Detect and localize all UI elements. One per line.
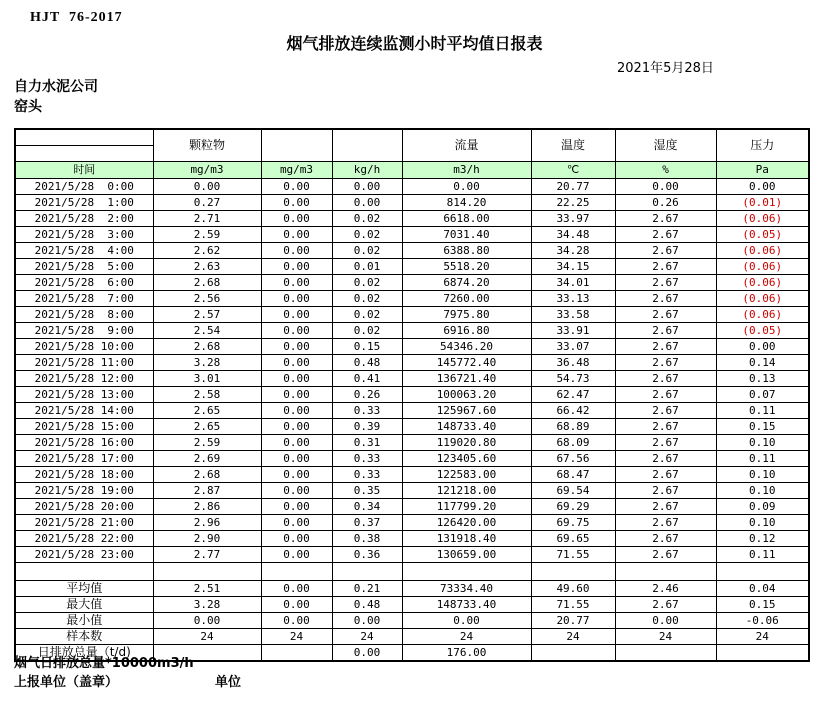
value-cell: 2.56 — [153, 291, 261, 307]
empty-cell — [615, 563, 716, 581]
table-row — [15, 515, 809, 531]
value-cell: 0.33 — [332, 451, 402, 467]
table-row — [15, 307, 809, 323]
value-cell: 0.11 — [716, 547, 809, 563]
value-cell: 5518.20 — [402, 259, 531, 275]
value-cell: 69.75 — [531, 515, 615, 531]
value-cell: 0.48 — [332, 597, 402, 613]
table-row — [15, 323, 809, 339]
value-cell: 2.67 — [615, 243, 716, 259]
value-cell: 0.00 — [261, 435, 332, 451]
value-cell: 0.15 — [716, 419, 809, 435]
summary-row — [15, 581, 809, 597]
value-cell: 0.00 — [332, 613, 402, 629]
value-cell: 2.69 — [153, 451, 261, 467]
value-cell: 2.65 — [153, 403, 261, 419]
table-row — [15, 499, 809, 515]
value-cell: 2.87 — [153, 483, 261, 499]
summary-label-cell: 最大值 — [15, 597, 153, 613]
value-cell: (0.06) — [716, 307, 809, 323]
value-cell: 20.77 — [531, 613, 615, 629]
value-cell: 2.67 — [615, 597, 716, 613]
value-cell: 68.89 — [531, 419, 615, 435]
value-cell: 0.00 — [402, 179, 531, 195]
value-cell: 3.28 — [153, 355, 261, 371]
empty-cell — [531, 563, 615, 581]
table-row — [15, 291, 809, 307]
value-cell: 148733.40 — [402, 419, 531, 435]
time-cell: 2021/5/28 3:00 — [15, 227, 153, 243]
value-cell: 0.38 — [332, 531, 402, 547]
value-cell — [261, 645, 332, 662]
value-cell: 34.01 — [531, 275, 615, 291]
table-row — [15, 275, 809, 291]
value-cell: 2.67 — [615, 531, 716, 547]
time-cell: 2021/5/28 15:00 — [15, 419, 153, 435]
value-cell: 62.47 — [531, 387, 615, 403]
time-cell: 2021/5/28 1:00 — [15, 195, 153, 211]
monitoring-report-table — [14, 128, 810, 662]
value-cell: 0.00 — [153, 179, 261, 195]
value-cell — [615, 645, 716, 662]
value-cell: 0.10 — [716, 515, 809, 531]
value-cell: 2.77 — [153, 547, 261, 563]
value-cell: 0.10 — [716, 483, 809, 499]
summary-row — [15, 629, 809, 645]
summary-label-cell: 最小值 — [15, 613, 153, 629]
value-cell: 2.51 — [153, 581, 261, 597]
value-cell: (0.06) — [716, 243, 809, 259]
value-cell: 0.34 — [332, 499, 402, 515]
col-header-blank-1 — [261, 129, 332, 162]
value-cell: 67.56 — [531, 451, 615, 467]
standard-number: HJT 76-2017 — [30, 10, 123, 25]
value-cell: 0.14 — [716, 355, 809, 371]
value-cell: 0.02 — [332, 307, 402, 323]
time-cell: 2021/5/28 19:00 — [15, 483, 153, 499]
value-cell: 2.96 — [153, 515, 261, 531]
col-header-temperature: 温度 — [531, 129, 615, 162]
value-cell: 0.39 — [332, 419, 402, 435]
value-cell: 34.48 — [531, 227, 615, 243]
value-cell: 0.41 — [332, 371, 402, 387]
value-cell: 0.02 — [332, 227, 402, 243]
unit-percent: % — [615, 162, 716, 179]
table-row — [15, 387, 809, 403]
value-cell: 0.00 — [261, 547, 332, 563]
value-cell: 119020.80 — [402, 435, 531, 451]
unit-header-row — [15, 162, 809, 179]
value-cell: 69.65 — [531, 531, 615, 547]
summary-row — [15, 597, 809, 613]
value-cell: 69.29 — [531, 499, 615, 515]
value-cell: 54346.20 — [402, 339, 531, 355]
page-title: 烟气排放连续监测小时平均值日报表 — [286, 34, 543, 53]
table-row — [15, 451, 809, 467]
unit-m3h: m3/h — [402, 162, 531, 179]
value-cell: 2.67 — [615, 211, 716, 227]
value-cell: 0.00 — [261, 371, 332, 387]
value-cell: 2.63 — [153, 259, 261, 275]
value-cell: 6916.80 — [402, 323, 531, 339]
value-cell: 0.10 — [716, 467, 809, 483]
value-cell — [716, 645, 809, 662]
value-cell: 0.00 — [261, 355, 332, 371]
value-cell: 69.54 — [531, 483, 615, 499]
table-row — [15, 403, 809, 419]
value-cell: 126420.00 — [402, 515, 531, 531]
value-cell: 2.59 — [153, 435, 261, 451]
value-cell: 117799.20 — [402, 499, 531, 515]
value-cell: 0.04 — [716, 581, 809, 597]
time-cell: 2021/5/28 4:00 — [15, 243, 153, 259]
value-cell: 0.12 — [716, 531, 809, 547]
value-cell: 0.33 — [332, 467, 402, 483]
table-row — [15, 243, 809, 259]
table-row — [15, 195, 809, 211]
value-cell: 2.71 — [153, 211, 261, 227]
value-cell: 0.26 — [332, 387, 402, 403]
time-cell: 2021/5/28 2:00 — [15, 211, 153, 227]
value-cell: 0.00 — [615, 613, 716, 629]
value-cell: 71.55 — [531, 597, 615, 613]
value-cell: 6618.00 — [402, 211, 531, 227]
value-cell: (0.06) — [716, 291, 809, 307]
header-corner-top-cell — [15, 129, 153, 146]
value-cell: 24 — [615, 629, 716, 645]
time-cell: 2021/5/28 8:00 — [15, 307, 153, 323]
value-cell: 33.91 — [531, 323, 615, 339]
value-cell: 2.67 — [615, 435, 716, 451]
value-cell: 123405.60 — [402, 451, 531, 467]
value-cell: 2.67 — [615, 419, 716, 435]
value-cell: 34.28 — [531, 243, 615, 259]
table-row — [15, 371, 809, 387]
value-cell: 73334.40 — [402, 581, 531, 597]
value-cell: 0.00 — [261, 613, 332, 629]
value-cell: (0.05) — [716, 227, 809, 243]
value-cell: 36.48 — [531, 355, 615, 371]
value-cell: 2.67 — [615, 259, 716, 275]
value-cell: 0.00 — [332, 645, 402, 662]
time-cell: 2021/5/28 22:00 — [15, 531, 153, 547]
value-cell: 0.00 — [261, 451, 332, 467]
value-cell: 0.00 — [261, 499, 332, 515]
value-cell: 0.00 — [261, 339, 332, 355]
value-cell: 22.25 — [531, 195, 615, 211]
value-cell: 136721.40 — [402, 371, 531, 387]
summary-label-cell: 平均值 — [15, 581, 153, 597]
value-cell: 0.02 — [332, 243, 402, 259]
reporting-unit-label: 上报单位（盖章） — [14, 675, 119, 690]
value-cell: 0.00 — [261, 515, 332, 531]
value-cell: 7260.00 — [402, 291, 531, 307]
value-cell: 2.67 — [615, 451, 716, 467]
value-cell: 2.46 — [615, 581, 716, 597]
value-cell: 2.68 — [153, 339, 261, 355]
spacer-row — [15, 563, 809, 581]
value-cell: 0.31 — [332, 435, 402, 451]
time-cell: 2021/5/28 23:00 — [15, 547, 153, 563]
value-cell: 49.60 — [531, 581, 615, 597]
value-cell: (0.06) — [716, 275, 809, 291]
value-cell: 0.00 — [261, 403, 332, 419]
value-cell: 66.42 — [531, 403, 615, 419]
value-cell: 0.00 — [261, 483, 332, 499]
time-column-header: 时间 — [15, 162, 153, 179]
unit-pa: Pa — [716, 162, 809, 179]
value-cell: 0.00 — [261, 307, 332, 323]
table-row — [15, 531, 809, 547]
value-cell: -0.06 — [716, 613, 809, 629]
unit-celsius: ℃ — [531, 162, 615, 179]
table-row — [15, 467, 809, 483]
time-cell: 2021/5/28 9:00 — [15, 323, 153, 339]
monitoring-point: 窑头 — [14, 99, 42, 115]
empty-cell — [261, 563, 332, 581]
report-date: 2021年5月28日 — [617, 61, 714, 76]
value-cell: 0.00 — [261, 211, 332, 227]
value-cell: 68.09 — [531, 435, 615, 451]
value-cell: 0.11 — [716, 403, 809, 419]
value-cell: 33.58 — [531, 307, 615, 323]
value-cell: 2.67 — [615, 227, 716, 243]
value-cell: (0.05) — [716, 323, 809, 339]
value-cell: 0.48 — [332, 355, 402, 371]
value-cell: 2.86 — [153, 499, 261, 515]
table-row — [15, 179, 809, 195]
value-cell: 2.67 — [615, 547, 716, 563]
value-cell: 2.59 — [153, 227, 261, 243]
value-cell: 33.97 — [531, 211, 615, 227]
value-cell: 125967.60 — [402, 403, 531, 419]
unit-kgh: kg/h — [332, 162, 402, 179]
col-header-pressure: 压力 — [716, 129, 809, 162]
value-cell: 0.02 — [332, 211, 402, 227]
value-cell: 24 — [153, 629, 261, 645]
value-cell: 0.07 — [716, 387, 809, 403]
value-cell: 0.00 — [261, 179, 332, 195]
time-cell: 2021/5/28 17:00 — [15, 451, 153, 467]
unit-mgm3-1: mg/m3 — [153, 162, 261, 179]
value-cell: 2.67 — [615, 323, 716, 339]
col-header-blank-2 — [332, 129, 402, 162]
value-cell: 33.13 — [531, 291, 615, 307]
col-header-particulate: 颗粒物 — [153, 129, 261, 162]
value-cell: (0.01) — [716, 195, 809, 211]
value-cell — [531, 645, 615, 662]
time-cell: 2021/5/28 16:00 — [15, 435, 153, 451]
table-row — [15, 227, 809, 243]
value-cell: 0.21 — [332, 581, 402, 597]
value-cell: 0.00 — [261, 581, 332, 597]
value-cell: 176.00 — [402, 645, 531, 662]
value-cell: 0.02 — [332, 291, 402, 307]
table-row — [15, 355, 809, 371]
table-row — [15, 259, 809, 275]
value-cell: 2.67 — [615, 483, 716, 499]
value-cell: 0.00 — [716, 339, 809, 355]
value-cell: 3.01 — [153, 371, 261, 387]
value-cell: 24 — [531, 629, 615, 645]
value-cell: 7975.80 — [402, 307, 531, 323]
value-cell: 2.65 — [153, 419, 261, 435]
value-cell: 0.00 — [332, 195, 402, 211]
value-cell: 130659.00 — [402, 547, 531, 563]
value-cell: 2.62 — [153, 243, 261, 259]
summary-row — [15, 613, 809, 629]
value-cell: 71.55 — [531, 547, 615, 563]
value-cell: 2.68 — [153, 467, 261, 483]
value-cell: 145772.40 — [402, 355, 531, 371]
value-cell: 2.67 — [615, 403, 716, 419]
value-cell: 33.07 — [531, 339, 615, 355]
value-cell: 2.90 — [153, 531, 261, 547]
value-cell: 0.10 — [716, 435, 809, 451]
value-cell: 68.47 — [531, 467, 615, 483]
value-cell: 0.15 — [332, 339, 402, 355]
value-cell: 24 — [716, 629, 809, 645]
table-row — [15, 339, 809, 355]
value-cell: 0.37 — [332, 515, 402, 531]
table-row — [15, 547, 809, 563]
summary-label-cell: 日排放总量（t/d) — [15, 645, 153, 662]
value-cell: 0.02 — [332, 275, 402, 291]
value-cell: 0.00 — [261, 243, 332, 259]
time-cell: 2021/5/28 6:00 — [15, 275, 153, 291]
value-cell: 0.00 — [261, 195, 332, 211]
value-cell: 6874.20 — [402, 275, 531, 291]
time-cell: 2021/5/28 13:00 — [15, 387, 153, 403]
value-cell: 0.13 — [716, 371, 809, 387]
value-cell: 20.77 — [531, 179, 615, 195]
value-cell: 54.73 — [531, 371, 615, 387]
value-cell: 0.26 — [615, 195, 716, 211]
value-cell: 2.57 — [153, 307, 261, 323]
value-cell: 0.27 — [153, 195, 261, 211]
value-cell: 0.01 — [332, 259, 402, 275]
value-cell: 2.67 — [615, 371, 716, 387]
value-cell: 2.67 — [615, 515, 716, 531]
value-cell: 3.28 — [153, 597, 261, 613]
value-cell: 24 — [402, 629, 531, 645]
unit-mgm3-2: mg/m3 — [261, 162, 332, 179]
value-cell: 0.00 — [716, 179, 809, 195]
value-cell: 0.00 — [261, 291, 332, 307]
time-cell: 2021/5/28 20:00 — [15, 499, 153, 515]
time-cell: 2021/5/28 11:00 — [15, 355, 153, 371]
value-cell: 0.15 — [716, 597, 809, 613]
empty-cell — [716, 563, 809, 581]
value-cell: 2.67 — [615, 355, 716, 371]
value-cell: (0.06) — [716, 211, 809, 227]
value-cell: 0.00 — [261, 531, 332, 547]
value-cell: 34.15 — [531, 259, 615, 275]
empty-cell — [15, 563, 153, 581]
value-cell: 0.11 — [716, 451, 809, 467]
group-header-row — [15, 129, 809, 146]
value-cell: 0.00 — [261, 597, 332, 613]
value-cell: 2.54 — [153, 323, 261, 339]
value-cell: 0.00 — [402, 613, 531, 629]
value-cell: 0.00 — [261, 227, 332, 243]
value-cell: 2.68 — [153, 275, 261, 291]
value-cell: 0.00 — [261, 323, 332, 339]
value-cell: 0.00 — [261, 387, 332, 403]
value-cell: 2.67 — [615, 339, 716, 355]
value-cell: 131918.40 — [402, 531, 531, 547]
value-cell: 6388.80 — [402, 243, 531, 259]
empty-cell — [402, 563, 531, 581]
value-cell: 0.33 — [332, 403, 402, 419]
table-row — [15, 419, 809, 435]
value-cell: 100063.20 — [402, 387, 531, 403]
value-cell: 24 — [261, 629, 332, 645]
value-cell: 148733.40 — [402, 597, 531, 613]
value-cell: 122583.00 — [402, 467, 531, 483]
value-cell: 24 — [332, 629, 402, 645]
flow-total-note: 烟气日排放总量*10000m3/h — [14, 656, 194, 671]
value-cell: 0.02 — [332, 323, 402, 339]
empty-cell — [332, 563, 402, 581]
value-cell: 0.00 — [261, 467, 332, 483]
value-cell: 0.00 — [332, 179, 402, 195]
time-cell: 2021/5/28 12:00 — [15, 371, 153, 387]
value-cell: 0.35 — [332, 483, 402, 499]
col-header-flow: 流量 — [402, 129, 531, 162]
time-cell: 2021/5/28 10:00 — [15, 339, 153, 355]
header-corner-bottom-cell — [15, 146, 153, 162]
time-cell: 2021/5/28 0:00 — [15, 179, 153, 195]
value-cell: 0.00 — [261, 419, 332, 435]
company-name: 自力水泥公司 — [14, 79, 98, 95]
table-row — [15, 435, 809, 451]
value-cell: 0.36 — [332, 547, 402, 563]
value-cell: 2.67 — [615, 499, 716, 515]
time-cell: 2021/5/28 18:00 — [15, 467, 153, 483]
value-cell: 814.20 — [402, 195, 531, 211]
value-cell: 2.67 — [615, 291, 716, 307]
value-cell: (0.06) — [716, 259, 809, 275]
value-cell: 2.58 — [153, 387, 261, 403]
value-cell: 0.00 — [261, 259, 332, 275]
time-cell: 2021/5/28 5:00 — [15, 259, 153, 275]
table-row — [15, 483, 809, 499]
value-cell: 2.67 — [615, 307, 716, 323]
unit-label: 单位 — [215, 675, 242, 690]
value-cell: 0.00 — [615, 179, 716, 195]
time-cell: 2021/5/28 7:00 — [15, 291, 153, 307]
value-cell: 2.67 — [615, 467, 716, 483]
value-cell: 121218.00 — [402, 483, 531, 499]
time-cell: 2021/5/28 21:00 — [15, 515, 153, 531]
col-header-humidity: 湿度 — [615, 129, 716, 162]
value-cell: 2.67 — [615, 387, 716, 403]
summary-label-cell: 样本数 — [15, 629, 153, 645]
time-cell: 2021/5/28 14:00 — [15, 403, 153, 419]
value-cell: 0.00 — [153, 613, 261, 629]
value-cell: 0.09 — [716, 499, 809, 515]
table-row — [15, 211, 809, 227]
value-cell: 0.00 — [261, 275, 332, 291]
value-cell: 7031.40 — [402, 227, 531, 243]
empty-cell — [153, 563, 261, 581]
value-cell: 2.67 — [615, 275, 716, 291]
